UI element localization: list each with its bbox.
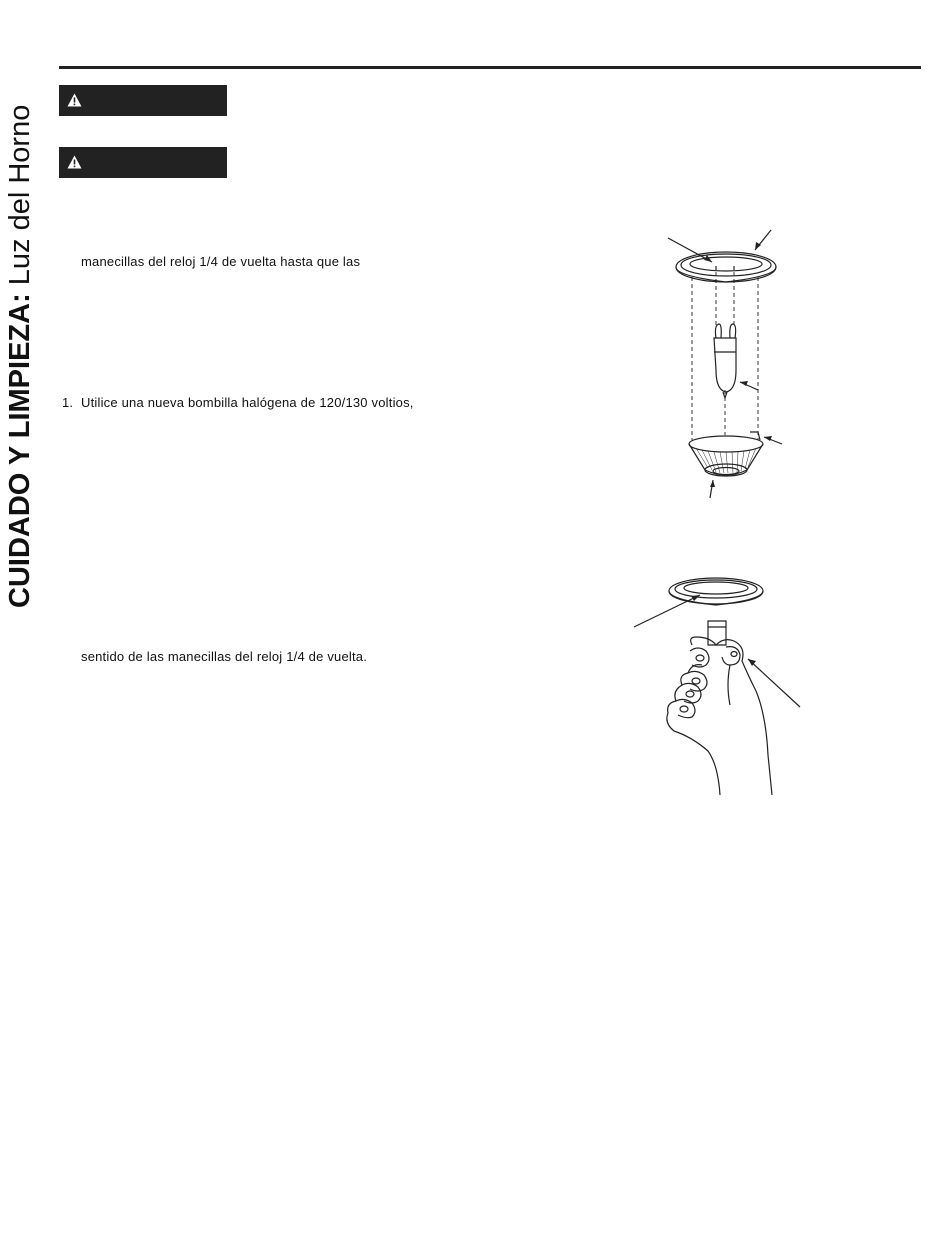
warning-triangle-icon [67, 93, 82, 107]
section-title-light: Luz del Horno [4, 104, 36, 294]
step-number-1: 1. [62, 395, 74, 410]
header-rule [59, 66, 921, 69]
bulb-assembly-exploded-diagram [630, 220, 830, 510]
warning-bar-1 [59, 85, 227, 116]
warning-bar-2 [59, 147, 227, 178]
instruction-line-3: sentido de las manecillas del reloj 1/4 de vuelta. [81, 649, 368, 664]
section-title-bold: CUIDADO Y LIMPIEZA: [4, 293, 36, 608]
warning-triangle-icon [67, 155, 82, 169]
section-title [2, 18, 38, 608]
instruction-line-2: Utilice una nueva bombilla halógena de 120/130 voltios, [81, 395, 414, 410]
hand-installing-bulb-illustration [630, 565, 820, 800]
instruction-line-1: manecillas del reloj 1/4 de vuelta hasta que las [81, 254, 361, 269]
